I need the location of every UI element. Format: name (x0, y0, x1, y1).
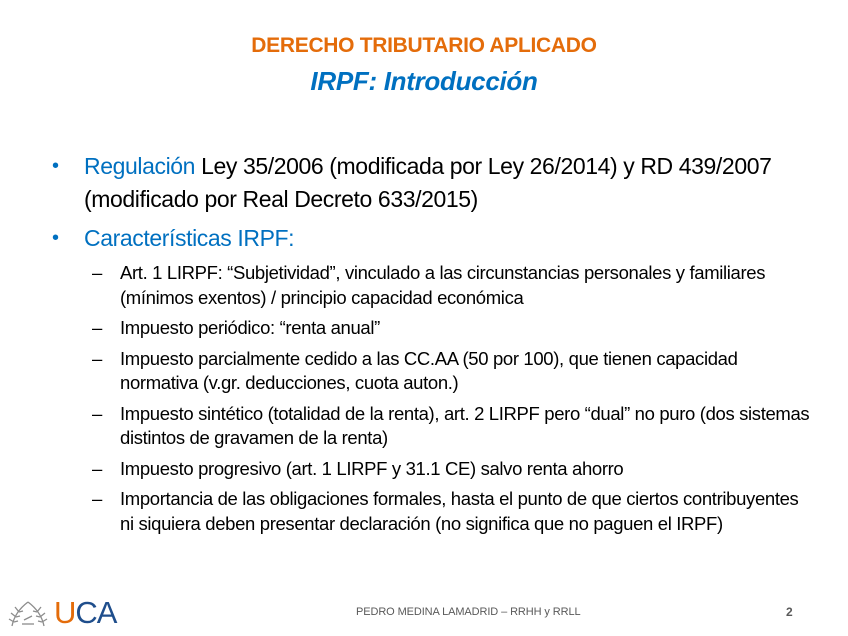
page-number: 2 (786, 605, 793, 619)
list-item-text: Impuesto parcialmente cedido a las CC.AA (50 por 100), que tienen capacidad normativa (v.gr. deducciones, cuota auton.) (120, 347, 738, 393)
university-logo (6, 596, 136, 630)
dash-icon: – (92, 488, 102, 509)
list-item-text: Impuesto sintético (totalidad de la renta), art. 2 LIRPF pero “dual” no puro (dos sistemas distintos de gravamen de la renta) (120, 402, 810, 448)
dash-icon: – (92, 347, 102, 369)
list-item (52, 487, 812, 536)
bullet-dot-icon: • (52, 227, 59, 249)
dash-icon: – (92, 262, 102, 283)
dash-icon: – (92, 457, 102, 479)
bullet-regulacion (52, 150, 812, 216)
slide-content (52, 150, 812, 542)
bullet-lead: Características IRPF: (84, 225, 295, 251)
list-item (52, 402, 812, 451)
slide-title: DERECHO TRIBUTARIO APLICADO (251, 34, 597, 57)
footer-author: PEDRO MEDINA LAMADRID – RRHH y RRLL (356, 606, 581, 618)
list-item (52, 457, 812, 482)
bullet-dot-icon: • (52, 155, 59, 177)
dash-icon: – (92, 317, 102, 338)
list-item (52, 316, 812, 341)
bullet-caracteristicas (52, 222, 812, 255)
bullet-text: Ley 35/2006 (modificada por Ley 26/2014) y RD 439/2007 (modificado por Real Decreto 633/2015) (84, 153, 772, 212)
list-item (52, 347, 812, 396)
subitem-list (52, 261, 812, 536)
list-item-text: Impuesto periódico: “renta anual” (120, 317, 380, 338)
slide-footer (0, 595, 848, 630)
bullet-lead: Regulación (84, 153, 196, 179)
list-item (52, 261, 812, 310)
list-item-text: Art. 1 LIRPF: “Subjetividad”, vinculado a las circunstancias personales y familiares (mínimos exentos) / principio capacidad económica (120, 262, 766, 308)
laurel-emblem-icon (6, 596, 50, 630)
slide-subtitle: IRPF: Introducción (310, 66, 538, 96)
logo-wordmark: UCA (54, 595, 117, 630)
dash-icon: – (92, 402, 102, 424)
list-item-text: Impuesto progresivo (art. 1 LIRPF y 31.1 CE) salvo renta ahorro (120, 457, 624, 479)
list-item-text: Importancia de las obligaciones formales, hasta el punto de que ciertos contribuyentes ni siquiera deben presentar declaración (no significa que no paguen el IRPF) (120, 488, 799, 534)
